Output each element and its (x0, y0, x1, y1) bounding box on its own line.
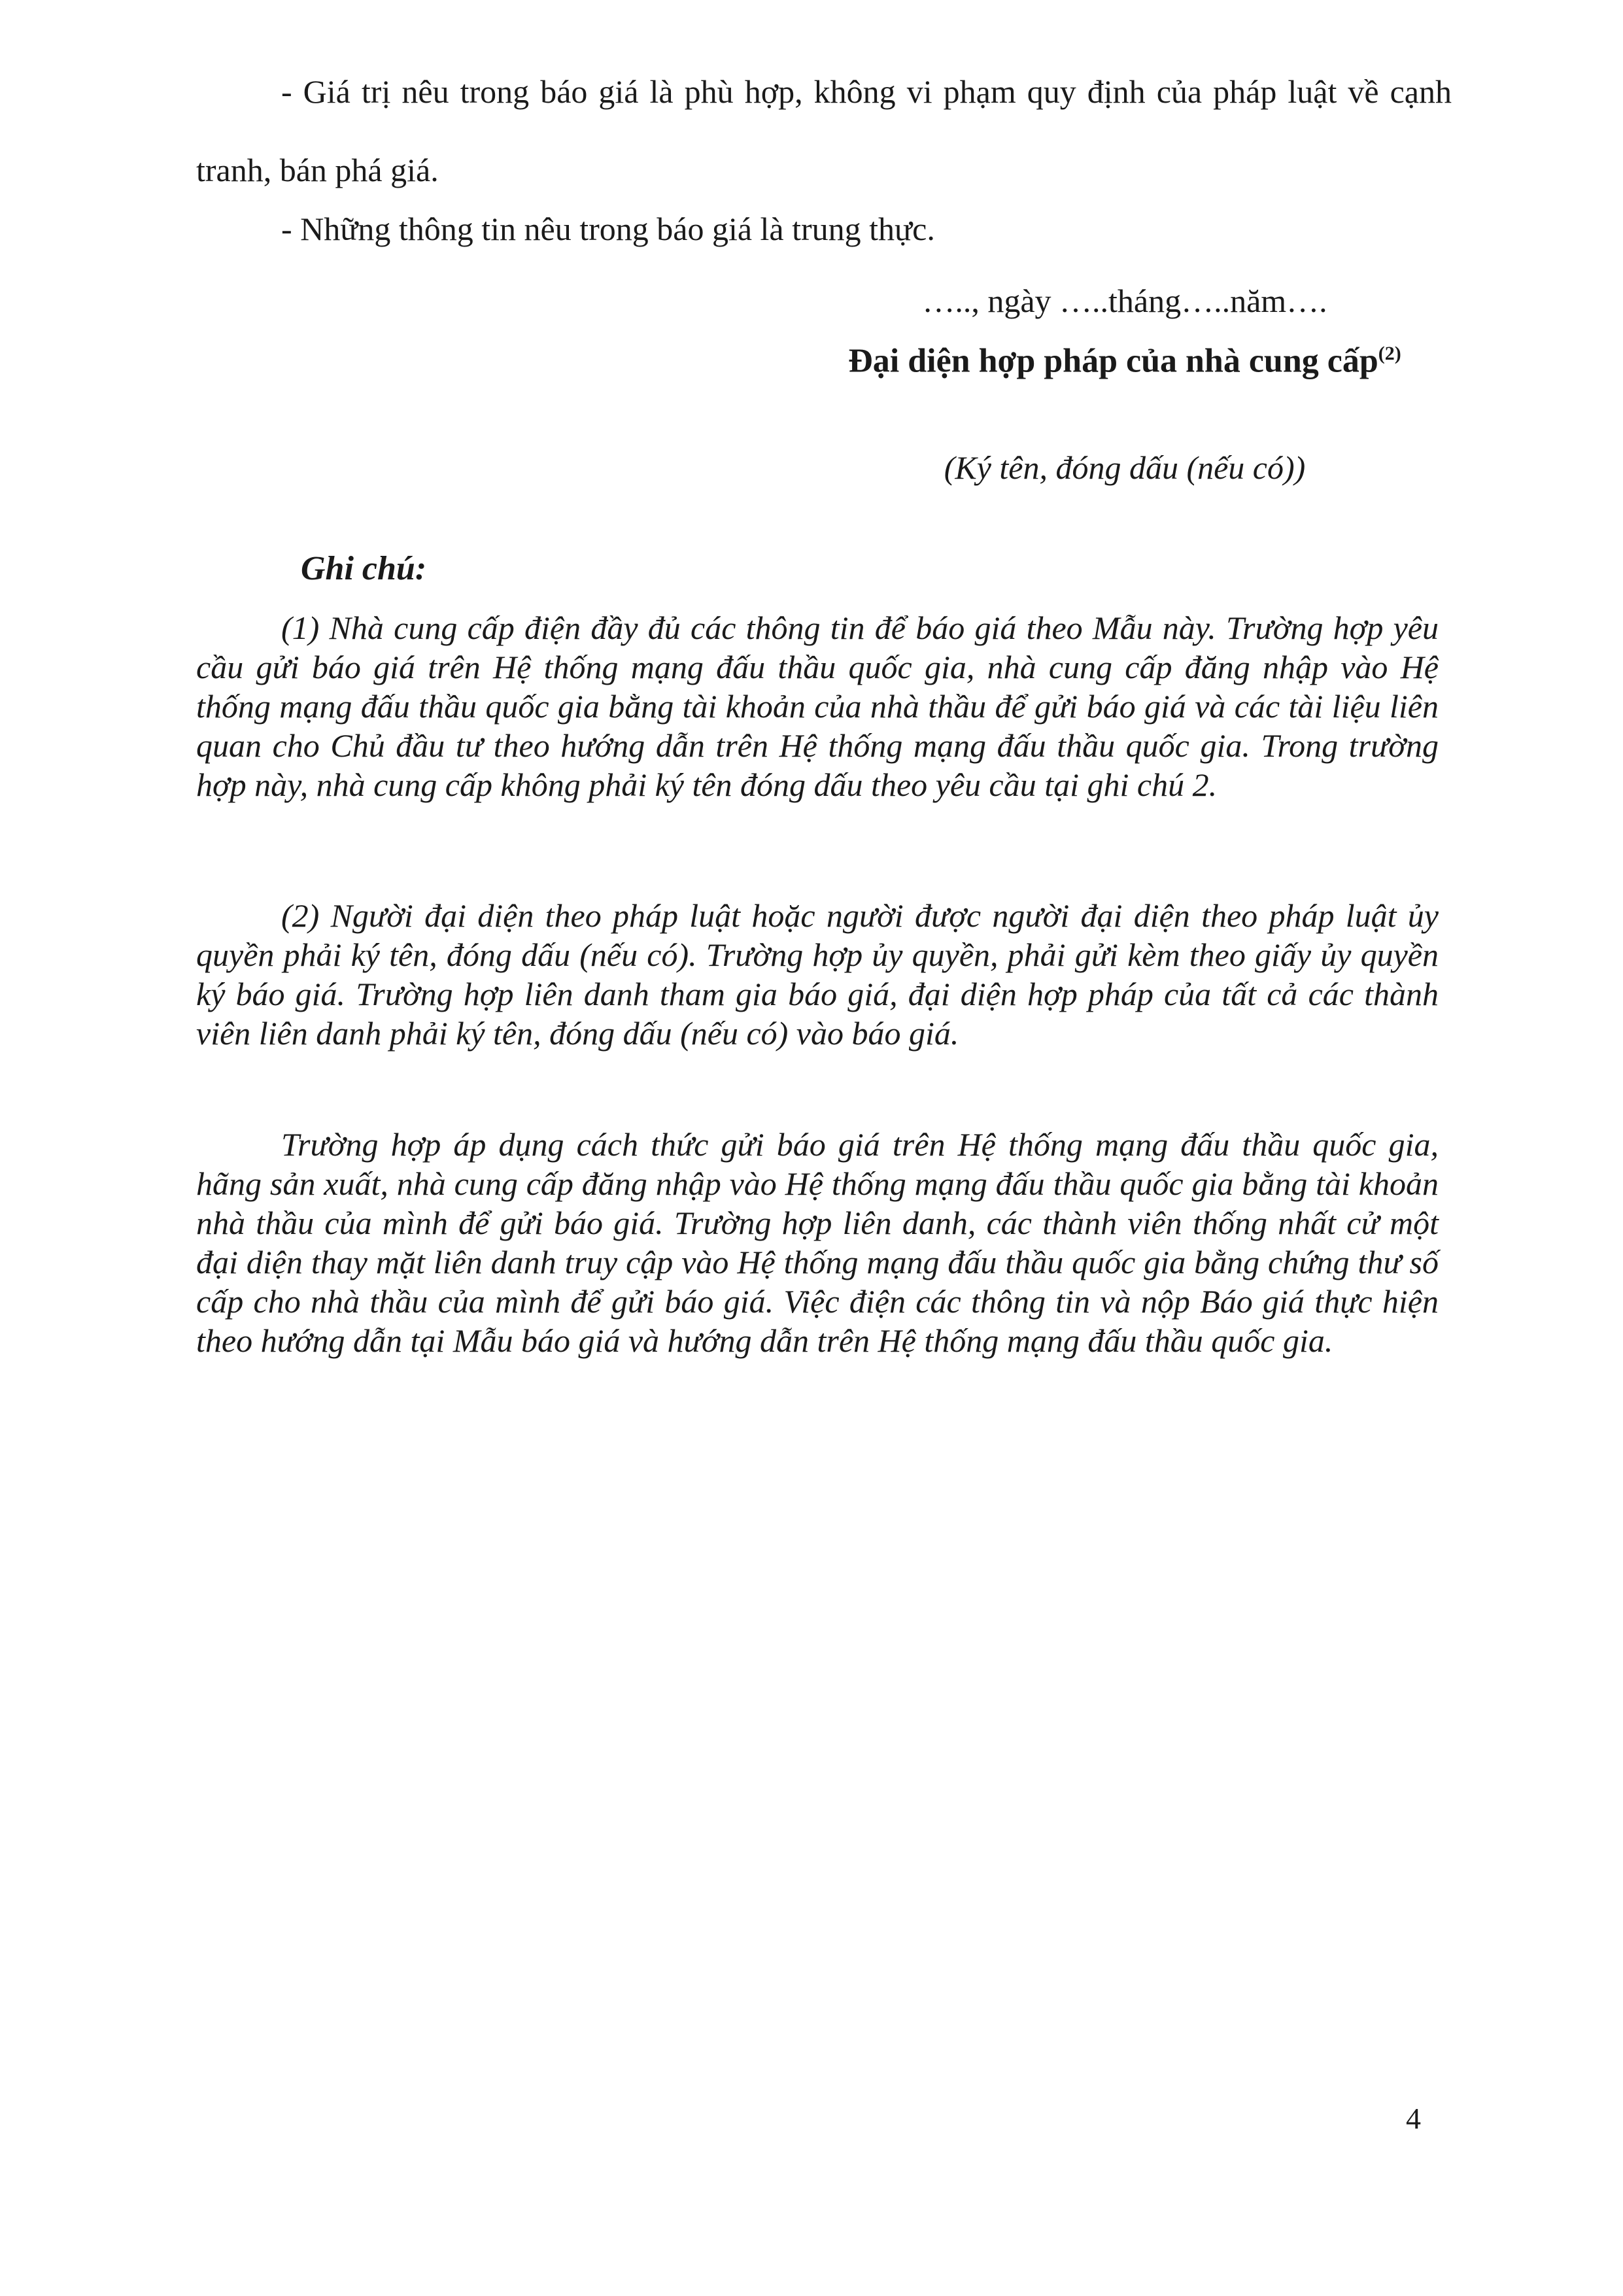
signature-date-line: ….., ngày …..tháng…..năm…. (922, 283, 1327, 319)
commitment-bullet-truthful: - Những thông tin nêu trong báo giá là trung thực. (281, 211, 935, 247)
notes-heading: Ghi chú: (301, 550, 427, 587)
note-item-1: (1) Nhà cung cấp điện đầy đủ các thông tin để báo giá theo Mẫu này. Trường hợp yêu cầu gửi báo giá trên Hệ thống mạng đấu thầu quốc gia, nhà cung cấp đăng nhập vào Hệ thống mạng đấu thầu quốc gia bằng tài khoản của nhà thầu để gửi báo giá và các tài liệu liên quan cho Chủ đầu tư theo hướng dẫn trên Hệ thống mạng đấu thầu quốc gia. Trong trường hợp này, nhà cung cấp không phải ký tên đóng dấu theo yêu cầu tại ghi chú 2. (196, 609, 1439, 803)
signature-instruction: (Ký tên, đóng dấu (nếu có)) (944, 449, 1306, 486)
signature-title-text: Đại diện hợp pháp của nhà cung cấp (848, 342, 1378, 380)
commitment-bullet-price: - Giá trị nêu trong báo giá là phù hợp, không vi phạm quy định của pháp luật về cạnh tranh, bán phá giá. (196, 73, 1452, 188)
page-number: 4 (1406, 2102, 1421, 2135)
signature-title (837, 330, 1412, 385)
note-item-3: Trường hợp áp dụng cách thức gửi báo giá trên Hệ thống mạng đấu thầu quốc gia, hãng sản xuất, nhà cung cấp đăng nhập vào Hệ thống mạng đấu thầu quốc gia bằng tài khoản nhà thầu của mình để gửi báo giá. Trường hợp liên danh, các thành viên thống nhất cử một đại diện thay mặt liên danh truy cập vào Hệ thống mạng đấu thầu quốc gia bằng chứng thư số cấp cho nhà thầu của mình để gửi báo giá. Việc điện các thông tin và nộp Báo giá thực hiện theo hướng dẫn tại Mẫu báo giá và hướng dẫn trên Hệ thống mạng đấu thầu quốc gia. (196, 1126, 1439, 1359)
signature-title-superscript: (2) (1378, 343, 1401, 364)
note-item-2: (2) Người đại diện theo pháp luật hoặc người được người đại diện theo pháp luật ủy quyền phải ký tên, đóng dấu (nếu có). Trường hợp ủy quyền, phải gửi kèm theo giấy ủy quyền ký báo giá. Trường hợp liên danh tham gia báo giá, đại diện hợp pháp của tất cả các thành viên liên danh phải ký tên, đóng dấu (nếu có) vào báo giá. (196, 897, 1439, 1052)
